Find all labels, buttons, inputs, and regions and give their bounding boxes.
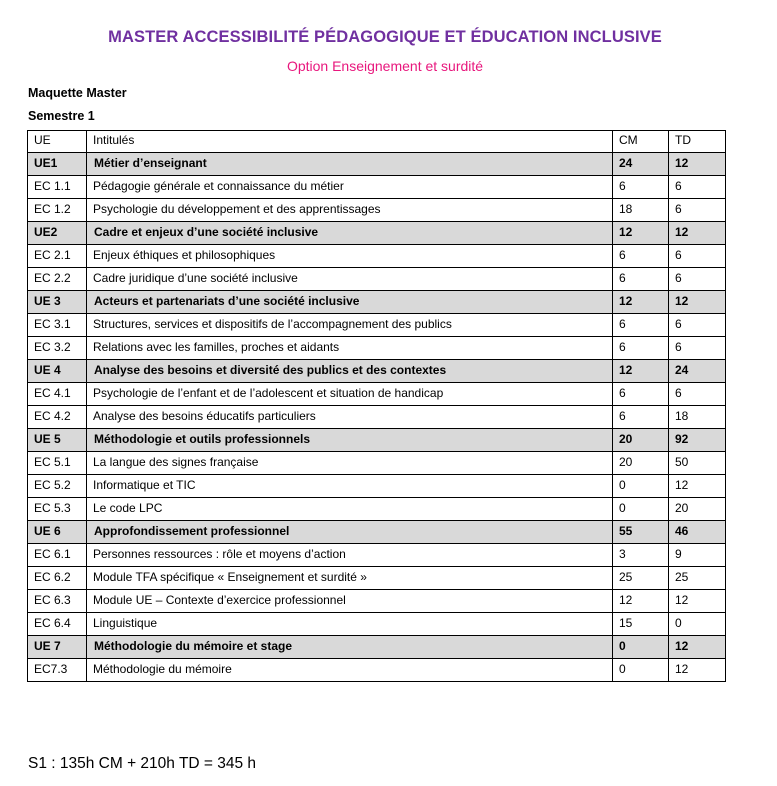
cell-td: 12 bbox=[669, 590, 726, 613]
cell-intitule: Structures, services et dispositifs de l’accompagnement des publics bbox=[87, 314, 613, 337]
cell-cm: 24 bbox=[613, 153, 669, 176]
section-label: Maquette Master bbox=[28, 86, 127, 100]
ue-row bbox=[28, 291, 726, 314]
cell-td: 12 bbox=[669, 475, 726, 498]
header-td: TD bbox=[669, 131, 726, 153]
ec-row bbox=[28, 544, 726, 567]
cell-td: 6 bbox=[669, 268, 726, 291]
cell-code: UE 6 bbox=[28, 521, 87, 544]
cell-td: 12 bbox=[669, 222, 726, 245]
header-ue: UE bbox=[28, 131, 87, 153]
cell-intitule: Pédagogie générale et connaissance du métier bbox=[87, 176, 613, 199]
cell-intitule: Méthodologie et outils professionnels bbox=[87, 429, 613, 452]
cell-intitule: Analyse des besoins et diversité des publics et des contextes bbox=[87, 360, 613, 383]
cell-cm: 0 bbox=[613, 659, 669, 682]
cell-td: 6 bbox=[669, 199, 726, 222]
cell-code: EC 5.3 bbox=[28, 498, 87, 521]
cell-code: EC 2.2 bbox=[28, 268, 87, 291]
ec-row bbox=[28, 590, 726, 613]
cell-cm: 6 bbox=[613, 406, 669, 429]
cell-cm: 0 bbox=[613, 636, 669, 659]
cell-td: 18 bbox=[669, 406, 726, 429]
cell-cm: 0 bbox=[613, 498, 669, 521]
cell-cm: 20 bbox=[613, 429, 669, 452]
cell-intitule: Psychologie du développement et des apprentissages bbox=[87, 199, 613, 222]
cell-intitule: Méthodologie du mémoire bbox=[87, 659, 613, 682]
cell-intitule: Cadre juridique d’une société inclusive bbox=[87, 268, 613, 291]
cell-code: EC 5.1 bbox=[28, 452, 87, 475]
ue-row bbox=[28, 636, 726, 659]
cell-code: EC 6.3 bbox=[28, 590, 87, 613]
cell-intitule: Cadre et enjeux d’une société inclusive bbox=[87, 222, 613, 245]
ec-row bbox=[28, 245, 726, 268]
ec-row bbox=[28, 199, 726, 222]
table-body bbox=[28, 153, 726, 682]
cell-code: UE 5 bbox=[28, 429, 87, 452]
cell-cm: 12 bbox=[613, 291, 669, 314]
header-intitule: Intitulés bbox=[87, 131, 613, 153]
ue-row bbox=[28, 521, 726, 544]
cell-code: EC 5.2 bbox=[28, 475, 87, 498]
ue-row bbox=[28, 153, 726, 176]
ue-row bbox=[28, 222, 726, 245]
ec-row bbox=[28, 567, 726, 590]
cell-intitule: Le code LPC bbox=[87, 498, 613, 521]
cell-intitule: Linguistique bbox=[87, 613, 613, 636]
cell-td: 9 bbox=[669, 544, 726, 567]
document-subtitle: Option Enseignement et surdité bbox=[286, 58, 484, 74]
cell-cm: 12 bbox=[613, 222, 669, 245]
cell-intitule: Métier d’enseignant bbox=[87, 153, 613, 176]
cell-td: 12 bbox=[669, 636, 726, 659]
cell-code: EC 3.1 bbox=[28, 314, 87, 337]
cell-intitule: La langue des signes française bbox=[87, 452, 613, 475]
cell-code: EC 4.1 bbox=[28, 383, 87, 406]
cell-code: UE 4 bbox=[28, 360, 87, 383]
cell-code: EC 6.4 bbox=[28, 613, 87, 636]
ec-row bbox=[28, 176, 726, 199]
cell-cm: 3 bbox=[613, 544, 669, 567]
cell-cm: 6 bbox=[613, 383, 669, 406]
cell-code: UE2 bbox=[28, 222, 87, 245]
cell-td: 24 bbox=[669, 360, 726, 383]
cell-td: 12 bbox=[669, 291, 726, 314]
semester-summary: S1 : 135h CM + 210h TD = 345 h bbox=[28, 755, 257, 772]
cell-code: UE 3 bbox=[28, 291, 87, 314]
cell-td: 46 bbox=[669, 521, 726, 544]
ec-row bbox=[28, 383, 726, 406]
cell-code: EC7.3 bbox=[28, 659, 87, 682]
cell-cm: 20 bbox=[613, 452, 669, 475]
curriculum-table bbox=[27, 130, 726, 682]
ue-row bbox=[28, 360, 726, 383]
cell-intitule: Personnes ressources : rôle et moyens d’action bbox=[87, 544, 613, 567]
cell-td: 6 bbox=[669, 176, 726, 199]
cell-code: EC 6.1 bbox=[28, 544, 87, 567]
cell-td: 6 bbox=[669, 383, 726, 406]
ec-row bbox=[28, 659, 726, 682]
ec-row bbox=[28, 475, 726, 498]
cell-cm: 12 bbox=[613, 360, 669, 383]
cell-cm: 25 bbox=[613, 567, 669, 590]
ec-row bbox=[28, 406, 726, 429]
ec-row bbox=[28, 498, 726, 521]
cell-intitule: Module TFA spécifique « Enseignement et surdité » bbox=[87, 567, 613, 590]
cell-td: 12 bbox=[669, 153, 726, 176]
cell-code: EC 1.1 bbox=[28, 176, 87, 199]
cell-code: EC 2.1 bbox=[28, 245, 87, 268]
cell-td: 25 bbox=[669, 567, 726, 590]
cell-td: 0 bbox=[669, 613, 726, 636]
cell-td: 6 bbox=[669, 314, 726, 337]
cell-intitule: Méthodologie du mémoire et stage bbox=[87, 636, 613, 659]
cell-code: UE 7 bbox=[28, 636, 87, 659]
table-header-row bbox=[28, 131, 726, 153]
cell-code: EC 4.2 bbox=[28, 406, 87, 429]
cell-td: 12 bbox=[669, 659, 726, 682]
cell-td: 92 bbox=[669, 429, 726, 452]
cell-cm: 6 bbox=[613, 314, 669, 337]
ec-row bbox=[28, 337, 726, 360]
cell-td: 20 bbox=[669, 498, 726, 521]
semester-label: Semestre 1 bbox=[28, 109, 95, 123]
header-cm: CM bbox=[613, 131, 669, 153]
cell-td: 6 bbox=[669, 337, 726, 360]
ec-row bbox=[28, 268, 726, 291]
ec-row bbox=[28, 613, 726, 636]
cell-cm: 6 bbox=[613, 268, 669, 291]
cell-cm: 12 bbox=[613, 590, 669, 613]
cell-code: EC 3.2 bbox=[28, 337, 87, 360]
cell-cm: 6 bbox=[613, 176, 669, 199]
cell-intitule: Enjeux éthiques et philosophiques bbox=[87, 245, 613, 268]
cell-cm: 6 bbox=[613, 245, 669, 268]
cell-code: EC 6.2 bbox=[28, 567, 87, 590]
cell-intitule: Acteurs et partenariats d’une société inclusive bbox=[87, 291, 613, 314]
cell-cm: 15 bbox=[613, 613, 669, 636]
cell-intitule: Approfondissement professionnel bbox=[87, 521, 613, 544]
ue-row bbox=[28, 429, 726, 452]
cell-intitule: Analyse des besoins éducatifs particuliers bbox=[87, 406, 613, 429]
cell-cm: 18 bbox=[613, 199, 669, 222]
cell-intitule: Informatique et TIC bbox=[87, 475, 613, 498]
cell-intitule: Psychologie de l’enfant et de l’adolescent et situation de handicap bbox=[87, 383, 613, 406]
cell-cm: 6 bbox=[613, 337, 669, 360]
document-title: MASTER ACCESSIBILITÉ PÉDAGOGIQUE ET ÉDUCATION INCLUSIVE bbox=[108, 28, 662, 46]
cell-td: 50 bbox=[669, 452, 726, 475]
cell-intitule: Module UE – Contexte d’exercice professionnel bbox=[87, 590, 613, 613]
ec-row bbox=[28, 452, 726, 475]
cell-cm: 55 bbox=[613, 521, 669, 544]
cell-code: UE1 bbox=[28, 153, 87, 176]
cell-code: EC 1.2 bbox=[28, 199, 87, 222]
cell-td: 6 bbox=[669, 245, 726, 268]
cell-cm: 0 bbox=[613, 475, 669, 498]
cell-intitule: Relations avec les familles, proches et aidants bbox=[87, 337, 613, 360]
ec-row bbox=[28, 314, 726, 337]
